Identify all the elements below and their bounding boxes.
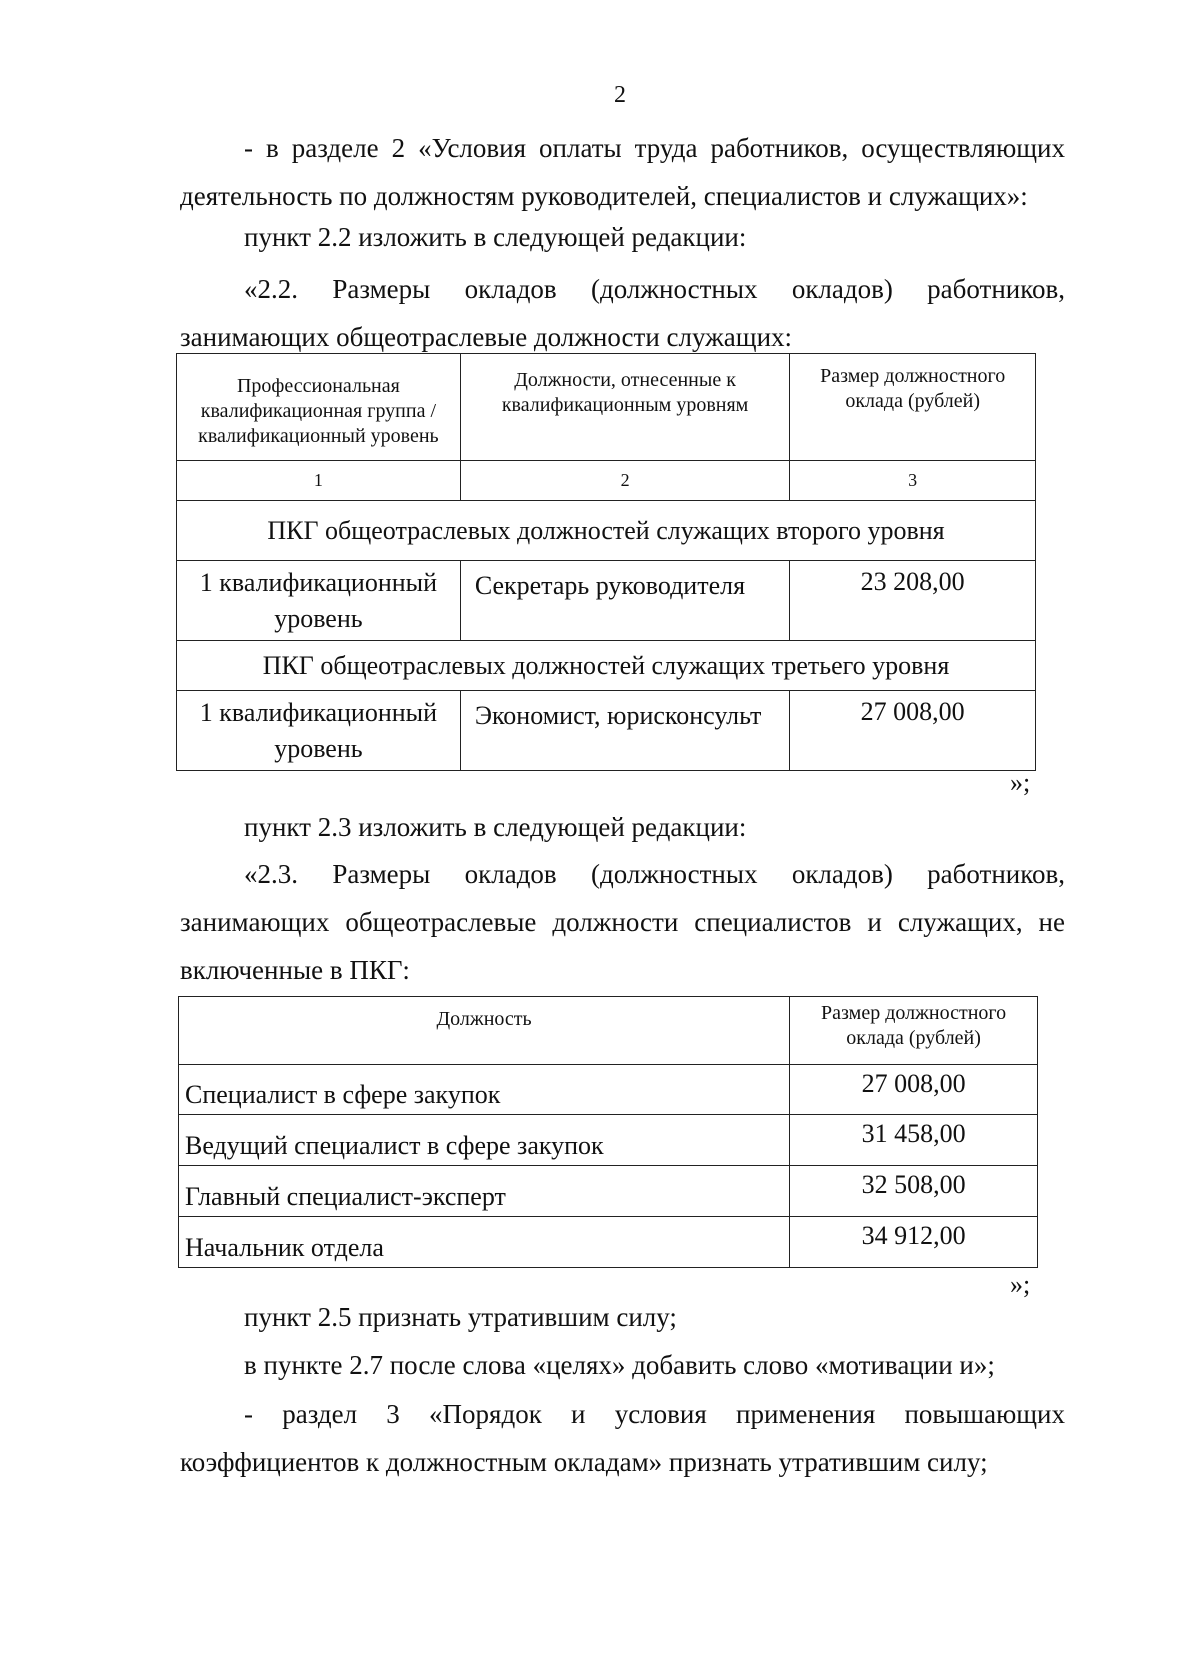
p25-text: пункт 2.5 признать утратившим силу;	[244, 1302, 677, 1332]
salary-table-groups	[176, 353, 1036, 771]
table1-level-row	[177, 691, 1036, 771]
group-title: ПКГ общеотраслевых должностей служащих второго уровня	[177, 501, 1036, 561]
table1-column-number: 1	[177, 461, 461, 501]
table2-row	[179, 1217, 1038, 1268]
table2-header-salary: Размер должностного оклада (рублей)	[790, 997, 1038, 1065]
position-name: Ведущий специалист в сфере закупок	[179, 1115, 790, 1166]
position-names: Экономист, юрисконсульт	[460, 691, 790, 771]
table1-header-salary: Размер должностного оклада (рублей)	[790, 354, 1036, 461]
p22-text: «2.2. Размеры окладов (должностных окладов) работников, занимающих общеотраслевые должности служащих:	[180, 274, 1065, 352]
table2-row	[179, 1065, 1038, 1115]
salary-table-positions	[178, 996, 1038, 1268]
table1-group-row	[177, 501, 1036, 561]
position-name: Начальник отдела	[179, 1217, 790, 1268]
section3-paragraph	[180, 1390, 1065, 1486]
salary-value: 27 008,00	[790, 691, 1036, 771]
salary-value: 31 458,00	[790, 1115, 1038, 1166]
table1-header-group: Профессиональная квалификационная группа / квалификационный уровень	[177, 354, 461, 461]
table2-closing-quote: »;	[1010, 1270, 1031, 1299]
p23-text: «2.3. Размеры окладов (должностных окладов) работников, занимающих общеотраслевые должности специалистов и служащих, не включенные в ПКГ:	[180, 859, 1065, 985]
salary-value: 27 008,00	[790, 1065, 1038, 1115]
page-number: 2	[614, 82, 626, 108]
table1-group-row	[177, 641, 1036, 691]
table1-header-positions: Должности, отнесенные к квалификационным уровням	[460, 354, 790, 461]
group-title: ПКГ общеотраслевых должностей служащих третьего уровня	[177, 641, 1036, 691]
section3-text: - раздел 3 «Порядок и условия применения повышающих коэффициентов к должностным окладам» признать утратившим силу;	[180, 1399, 1065, 1477]
section2-text: - в разделе 2 «Условия оплаты труда работников, осуществляющих деятельность по должностям руководителей, специалистов и служащих»:	[180, 133, 1065, 211]
position-name: Главный специалист-эксперт	[179, 1166, 790, 1217]
position-names: Секретарь руководителя	[460, 561, 790, 641]
table1-header-row	[177, 354, 1036, 461]
p27-text: в пункте 2.7 после слова «целях» добавить слово «мотивации и»;	[244, 1350, 995, 1380]
table1-numbers-row	[177, 461, 1036, 501]
qualification-level: 1 квалификационный уровень	[177, 561, 461, 641]
table2-header-row	[179, 997, 1038, 1065]
salary-value: 32 508,00	[790, 1166, 1038, 1217]
p23-instruction: пункт 2.3 изложить в следующей редакции:	[244, 812, 747, 842]
salary-value: 23 208,00	[790, 561, 1036, 641]
table1-closing-quote: »;	[1010, 768, 1031, 797]
position-name: Специалист в сфере закупок	[179, 1065, 790, 1115]
table1-level-row	[177, 561, 1036, 641]
p22-instruction: пункт 2.2 изложить в следующей редакции:	[244, 222, 747, 252]
p22-paragraph	[180, 265, 1065, 361]
salary-value: 34 912,00	[790, 1217, 1038, 1268]
table2-header-position: Должность	[179, 997, 790, 1065]
table2-row	[179, 1115, 1038, 1166]
table1-column-number: 3	[790, 461, 1036, 501]
section2-paragraph	[180, 124, 1065, 220]
p23-paragraph	[180, 850, 1065, 994]
table2-row	[179, 1166, 1038, 1217]
qualification-level: 1 квалификационный уровень	[177, 691, 461, 771]
table1-column-number: 2	[460, 461, 790, 501]
